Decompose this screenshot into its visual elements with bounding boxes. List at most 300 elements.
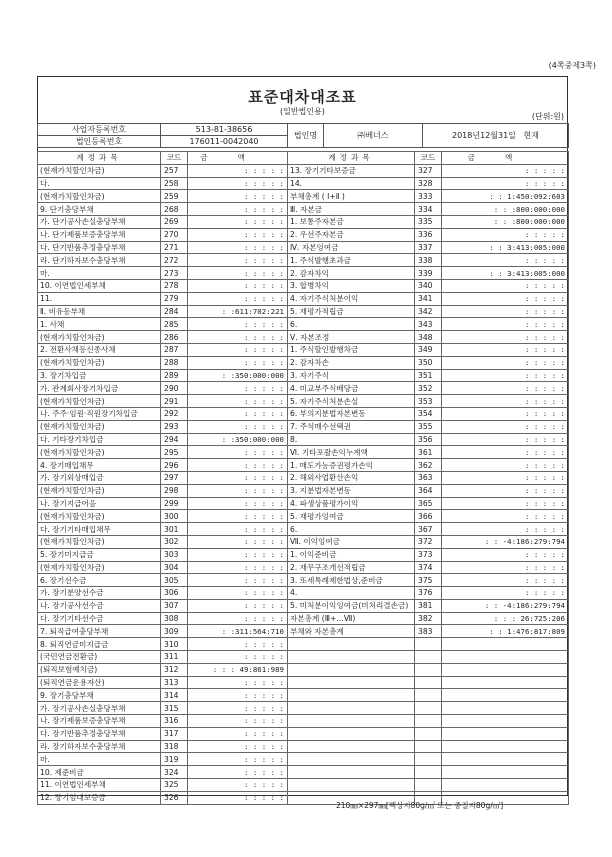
- right-account-code: 348: [415, 331, 442, 344]
- left-account-name: 가. 단기공사손실충당부채: [38, 215, 161, 228]
- left-account-name: 나. 주주·임원·직원장기차입금: [38, 407, 161, 420]
- table-row: [38, 702, 569, 715]
- right-account-code: 352: [415, 382, 442, 395]
- right-account-code: [415, 766, 442, 779]
- table-row: [38, 587, 569, 600]
- left-account-code: 325: [161, 779, 188, 792]
- right-account-code: 342: [415, 305, 442, 318]
- left-account-name: 8. 퇴직연금미지급금: [38, 638, 161, 651]
- left-account-code: 311: [161, 651, 188, 664]
- left-account-name: 라. 장기하자보수충당부채: [38, 740, 161, 753]
- left-account-code: 313: [161, 676, 188, 689]
- left-account-code: 271: [161, 241, 188, 254]
- left-account-name: (현재가치할인차금): [38, 446, 161, 459]
- right-account-name: 부채와 자본총계: [288, 625, 415, 638]
- right-account-code: [415, 740, 442, 753]
- left-account-name: 다. 단기반품추정충당부채: [38, 241, 161, 254]
- left-account-code: 304: [161, 561, 188, 574]
- right-account-amount: : : : : :: [442, 343, 569, 356]
- table-row: [38, 382, 569, 395]
- left-account-name: 10. 이연법인세부채: [38, 279, 161, 292]
- table-row: [38, 779, 569, 792]
- right-account-name: 5. 재평가잉여금: [288, 510, 415, 523]
- right-account-amount: : : : : :: [442, 318, 569, 331]
- left-account-amount: : : : : :: [188, 164, 288, 177]
- right-account-amount: : : : : :: [442, 279, 569, 292]
- left-account-name: 다. 장기반품추정충당부채: [38, 727, 161, 740]
- left-account-amount: : : : : :: [188, 510, 288, 523]
- table-row: [38, 343, 569, 356]
- left-account-code: 305: [161, 574, 188, 587]
- right-account-code: 363: [415, 471, 442, 484]
- right-account-amount: : : -4:186:279:794: [442, 599, 569, 612]
- right-account-code: 367: [415, 523, 442, 536]
- left-account-amount: : : : : :: [188, 715, 288, 728]
- right-account-code: 339: [415, 267, 442, 280]
- right-account-name: Ⅳ. 자본잉여금: [288, 241, 415, 254]
- right-account-code: [415, 651, 442, 664]
- table-row: [38, 497, 569, 510]
- right-account-code: 343: [415, 318, 442, 331]
- right-account-code: [415, 638, 442, 651]
- left-account-amount: : : : : :: [188, 254, 288, 267]
- right-account-name: 1. 보통주자본금: [288, 215, 415, 228]
- document-title: 표준대차대조표: [248, 88, 357, 106]
- corp-name-label: 법인명: [288, 124, 324, 148]
- table-row: [38, 215, 569, 228]
- table-row: [38, 484, 569, 497]
- left-account-amount: : : : : :: [188, 177, 288, 190]
- table-row: [38, 203, 569, 216]
- left-account-amount: : : : : :: [188, 331, 288, 344]
- right-account-name: 3. 자기주식: [288, 369, 415, 382]
- right-account-code: 341: [415, 292, 442, 305]
- left-account-code: 270: [161, 228, 188, 241]
- left-account-code: 288: [161, 356, 188, 369]
- header-amount-right: 금액: [442, 152, 569, 165]
- left-account-amount: : :350:000:000: [188, 369, 288, 382]
- left-account-amount: : :311:564:710: [188, 625, 288, 638]
- right-account-code: 366: [415, 510, 442, 523]
- table-row: [38, 561, 569, 574]
- left-account-name: (현재가치할인차금): [38, 535, 161, 548]
- table-row: [38, 433, 569, 446]
- table-row: [38, 535, 569, 548]
- right-account-name: 2. 감자차손: [288, 356, 415, 369]
- right-account-amount: : : : : :: [442, 382, 569, 395]
- table-row: [38, 279, 569, 292]
- table-row: [38, 228, 569, 241]
- left-account-name: (현재가치할인차금): [38, 164, 161, 177]
- left-account-name: 가. 장기외상매입금: [38, 471, 161, 484]
- right-account-amount: : : : : :: [442, 459, 569, 472]
- left-account-code: 290: [161, 382, 188, 395]
- right-account-name: 5. 자기주식처분손실: [288, 395, 415, 408]
- right-account-amount: [442, 676, 569, 689]
- right-account-code: 335: [415, 215, 442, 228]
- table-row: [38, 164, 569, 177]
- table-row: [38, 689, 569, 702]
- table-row: [38, 663, 569, 676]
- right-account-name: [288, 702, 415, 715]
- paper-spec-footer: 210㎜×297㎜[백상지80g/㎡ 또는 중질지80g/㎡]: [336, 801, 504, 810]
- date-value: 2018년12월31일: [451, 131, 516, 140]
- reg-no-value: 513-81-38656: [161, 124, 288, 136]
- left-account-code: 257: [161, 164, 188, 177]
- left-account-amount: : : : : :: [188, 523, 288, 536]
- right-account-code: 340: [415, 279, 442, 292]
- left-account-amount: : : : : :: [188, 382, 288, 395]
- left-account-name: (현재가치할인차금): [38, 484, 161, 497]
- right-account-name: 1. 매도가능증권평가손익: [288, 459, 415, 472]
- right-account-name: 1. 주식발행초과금: [288, 254, 415, 267]
- right-account-name: 2. 우선주자본금: [288, 228, 415, 241]
- left-account-code: 259: [161, 190, 188, 203]
- right-account-name: 1. 주식할인발행차금: [288, 343, 415, 356]
- right-account-amount: : : 3:413:005:000: [442, 267, 569, 280]
- left-account-code: 301: [161, 523, 188, 536]
- right-account-name: Ⅴ. 자본조정: [288, 331, 415, 344]
- table-row: [38, 459, 569, 472]
- left-account-amount: : :350:000:000: [188, 433, 288, 446]
- right-account-amount: : : : : :: [442, 510, 569, 523]
- left-account-name: (현재가치할인차금): [38, 561, 161, 574]
- left-account-amount: : : : : :: [188, 779, 288, 792]
- left-account-name: 나. 장기공사선수금: [38, 599, 161, 612]
- left-account-amount: : :611:702:221: [188, 305, 288, 318]
- right-account-code: 375: [415, 574, 442, 587]
- left-account-code: 300: [161, 510, 188, 523]
- right-account-amount: : : :800:000:000: [442, 203, 569, 216]
- table-row: [38, 254, 569, 267]
- right-account-name: Ⅵ. 기타포괄손익누계액: [288, 446, 415, 459]
- left-account-name: 7. 퇴직급여충당부채: [38, 625, 161, 638]
- left-account-name: (현재가치할인차금): [38, 356, 161, 369]
- right-account-code: [415, 779, 442, 792]
- left-account-code: 289: [161, 369, 188, 382]
- right-account-amount: : : -4:186:279:794: [442, 535, 569, 548]
- right-account-amount: [442, 663, 569, 676]
- right-account-amount: : : : : :: [442, 497, 569, 510]
- right-account-amount: [442, 702, 569, 715]
- right-account-code: 333: [415, 190, 442, 203]
- right-account-code: 373: [415, 548, 442, 561]
- right-account-amount: : : : : :: [442, 433, 569, 446]
- right-account-amount: : : 1:450:092:603: [442, 190, 569, 203]
- right-account-code: 365: [415, 497, 442, 510]
- left-account-name: 10. 제준비금: [38, 766, 161, 779]
- header-amount: 금액: [188, 152, 288, 165]
- right-account-code: 349: [415, 343, 442, 356]
- left-account-amount: : : : : :: [188, 356, 288, 369]
- right-account-amount: : : : 26:725:206: [442, 612, 569, 625]
- left-account-amount: : : : : :: [188, 241, 288, 254]
- table-row: [38, 715, 569, 728]
- right-account-name: 5. 미처분이익잉여금(미처리결손금): [288, 599, 415, 612]
- right-account-amount: : : : : :: [442, 484, 569, 497]
- right-account-code: 354: [415, 407, 442, 420]
- left-account-code: 284: [161, 305, 188, 318]
- right-account-name: 13. 장기기타보증금: [288, 164, 415, 177]
- right-account-name: [288, 651, 415, 664]
- right-account-amount: : : : : :: [442, 471, 569, 484]
- table-row: [38, 241, 569, 254]
- left-account-amount: : : : : :: [188, 318, 288, 331]
- left-account-code: 296: [161, 459, 188, 472]
- right-account-name: 2. 감자차익: [288, 267, 415, 280]
- left-account-code: 303: [161, 548, 188, 561]
- right-account-code: [415, 689, 442, 702]
- right-account-amount: : : : : :: [442, 446, 569, 459]
- right-account-name: 4. 미교부주식배당금: [288, 382, 415, 395]
- right-account-amount: [442, 766, 569, 779]
- left-account-name: Ⅱ. 비유동부채: [38, 305, 161, 318]
- right-account-amount: : : :800:000:000: [442, 215, 569, 228]
- right-account-code: 350: [415, 356, 442, 369]
- left-account-amount: : : : : :: [188, 267, 288, 280]
- left-account-amount: : : : : :: [188, 407, 288, 420]
- table-row: [38, 625, 569, 638]
- left-account-name: 12. 장기임대보증금: [38, 791, 161, 804]
- left-account-amount: : : : : :: [188, 420, 288, 433]
- left-account-amount: : : : : :: [188, 471, 288, 484]
- balance-sheet-table: [37, 151, 569, 805]
- right-account-amount: : : : : :: [442, 587, 569, 600]
- left-account-name: (현재가치할인차금): [38, 331, 161, 344]
- right-account-amount: : : : : :: [442, 523, 569, 536]
- document-subtitle: (일반법인용): [280, 107, 325, 116]
- right-account-name: 자본총계 (Ⅲ+…Ⅶ): [288, 612, 415, 625]
- corp-reg-no-label: 법인등록번호: [38, 136, 161, 148]
- right-account-name: [288, 779, 415, 792]
- right-account-amount: [442, 689, 569, 702]
- right-account-code: 376: [415, 587, 442, 600]
- right-account-code: 374: [415, 561, 442, 574]
- left-account-amount: : : : : :: [188, 497, 288, 510]
- left-account-code: 286: [161, 331, 188, 344]
- left-account-amount: : : : : :: [188, 651, 288, 664]
- left-account-code: 316: [161, 715, 188, 728]
- right-account-amount: : : : : :: [442, 164, 569, 177]
- left-account-amount: : : : : :: [188, 343, 288, 356]
- header-item-right: 계정과목: [288, 152, 415, 165]
- right-account-name: 6.: [288, 523, 415, 536]
- left-account-amount: : : : : :: [188, 228, 288, 241]
- left-account-name: 마.: [38, 753, 161, 766]
- left-account-code: 272: [161, 254, 188, 267]
- right-account-name: 4.: [288, 587, 415, 600]
- right-account-name: 4. 파생상품평가이익: [288, 497, 415, 510]
- left-account-code: 314: [161, 689, 188, 702]
- unit-label: (단위:원): [531, 112, 564, 121]
- left-account-code: 278: [161, 279, 188, 292]
- left-account-code: 269: [161, 215, 188, 228]
- right-account-code: 361: [415, 446, 442, 459]
- left-account-code: 312: [161, 663, 188, 676]
- right-account-amount: : : : : :: [442, 177, 569, 190]
- right-account-name: 14.: [288, 177, 415, 190]
- left-account-code: 309: [161, 625, 188, 638]
- table-row: [38, 766, 569, 779]
- right-account-code: [415, 663, 442, 676]
- left-account-amount: : : : : :: [188, 459, 288, 472]
- right-account-code: 353: [415, 395, 442, 408]
- left-account-code: 308: [161, 612, 188, 625]
- left-account-code: 268: [161, 203, 188, 216]
- left-account-name: 6. 장기선수금: [38, 574, 161, 587]
- header-code-right: 코드: [415, 152, 442, 165]
- left-account-name: 마.: [38, 267, 161, 280]
- left-account-code: 293: [161, 420, 188, 433]
- left-account-code: 324: [161, 766, 188, 779]
- right-account-code: 336: [415, 228, 442, 241]
- corp-reg-no-value: 176011-0042040: [161, 136, 288, 148]
- table-row: [38, 523, 569, 536]
- table-row: [38, 356, 569, 369]
- table-row: [38, 753, 569, 766]
- right-account-amount: [442, 638, 569, 651]
- right-account-amount: [442, 753, 569, 766]
- right-account-code: 382: [415, 612, 442, 625]
- left-account-name: 5. 장기미지급금: [38, 548, 161, 561]
- left-account-name: 다. 기타장기차입금: [38, 433, 161, 446]
- right-account-code: 334: [415, 203, 442, 216]
- right-account-name: [288, 638, 415, 651]
- right-account-amount: [442, 715, 569, 728]
- right-account-name: 6. 부의지분법자본변동: [288, 407, 415, 420]
- right-account-amount: : : : : :: [442, 305, 569, 318]
- right-account-name: Ⅲ. 자본금: [288, 203, 415, 216]
- left-account-code: 291: [161, 395, 188, 408]
- right-account-name: [288, 753, 415, 766]
- right-account-amount: : : : : :: [442, 254, 569, 267]
- left-account-amount: : : : 49:861:989: [188, 663, 288, 676]
- left-account-amount: : : : : :: [188, 574, 288, 587]
- left-account-name: (퇴직연금운용자산): [38, 676, 161, 689]
- header-item: 계정과목: [38, 152, 161, 165]
- right-account-amount: : : : : :: [442, 331, 569, 344]
- right-account-code: 362: [415, 459, 442, 472]
- left-account-code: 326: [161, 791, 188, 804]
- table-row: [38, 599, 569, 612]
- left-account-name: 나. 장기지급어음: [38, 497, 161, 510]
- right-account-code: [415, 715, 442, 728]
- right-account-code: [415, 676, 442, 689]
- right-account-amount: [442, 651, 569, 664]
- left-account-amount: : : : : :: [188, 587, 288, 600]
- right-account-name: 6.: [288, 318, 415, 331]
- table-row: [38, 407, 569, 420]
- right-account-amount: : : : : :: [442, 407, 569, 420]
- table-row: [38, 446, 569, 459]
- left-account-amount: : : : : :: [188, 689, 288, 702]
- left-account-code: 315: [161, 702, 188, 715]
- left-account-code: 292: [161, 407, 188, 420]
- right-account-code: 356: [415, 433, 442, 446]
- left-account-name: 다. 장기기타선수금: [38, 612, 161, 625]
- right-account-amount: : : : : :: [442, 395, 569, 408]
- table-row: [38, 638, 569, 651]
- left-account-name: 가. 장기분양선수금: [38, 587, 161, 600]
- right-account-name: [288, 663, 415, 676]
- table-row: [38, 331, 569, 344]
- right-account-amount: : : : : :: [442, 574, 569, 587]
- left-account-code: 258: [161, 177, 188, 190]
- right-account-name: [288, 689, 415, 702]
- left-account-name: 가. 관계회사장기차입금: [38, 382, 161, 395]
- right-account-amount: : : : : :: [442, 292, 569, 305]
- table-row: [38, 292, 569, 305]
- table-row: [38, 369, 569, 382]
- left-account-name: 1. 사채: [38, 318, 161, 331]
- left-account-code: 273: [161, 267, 188, 280]
- right-account-amount: [442, 740, 569, 753]
- left-account-name: 다.: [38, 177, 161, 190]
- table-row: [38, 574, 569, 587]
- left-account-amount: : : : : :: [188, 446, 288, 459]
- left-account-amount: : : : : :: [188, 535, 288, 548]
- right-account-name: [288, 766, 415, 779]
- left-account-name: 11.: [38, 292, 161, 305]
- right-account-amount: : : 1:476:817:809: [442, 625, 569, 638]
- left-account-name: (국민연금전환금): [38, 651, 161, 664]
- table-row: [38, 420, 569, 433]
- reg-no-label: 사업자등록번호: [38, 124, 161, 136]
- right-account-code: 364: [415, 484, 442, 497]
- left-account-amount: : : : : :: [188, 548, 288, 561]
- table-row: [38, 305, 569, 318]
- right-account-name: 3. 지분법자본변동: [288, 484, 415, 497]
- left-account-amount: : : : : :: [188, 203, 288, 216]
- right-account-name: 3. 합병차익: [288, 279, 415, 292]
- left-account-amount: : : : : :: [188, 279, 288, 292]
- left-account-name: 9. 장기충당부채: [38, 689, 161, 702]
- left-account-amount: : : : : :: [188, 740, 288, 753]
- left-account-code: 317: [161, 727, 188, 740]
- right-account-amount: : : 3:413:005:000: [442, 241, 569, 254]
- left-account-name: (현재가치할인차금): [38, 510, 161, 523]
- left-account-name: 2. 전환사채등신종사채: [38, 343, 161, 356]
- right-account-code: 337: [415, 241, 442, 254]
- right-account-name: 부채총계 ( Ⅰ+Ⅱ ): [288, 190, 415, 203]
- left-account-name: 다. 장기기타매입채무: [38, 523, 161, 536]
- left-account-name: (현재가치할인차금): [38, 190, 161, 203]
- right-account-name: 3. 또세특례제한법상,준비금: [288, 574, 415, 587]
- right-account-amount: : : : : :: [442, 561, 569, 574]
- table-row: [38, 267, 569, 280]
- left-account-name: 11. 이연법인세부채: [38, 779, 161, 792]
- left-account-name: (현재가치할인차금): [38, 395, 161, 408]
- right-account-code: [415, 702, 442, 715]
- left-account-amount: : : : : :: [188, 561, 288, 574]
- table-row: [38, 651, 569, 664]
- left-account-code: 298: [161, 484, 188, 497]
- right-account-amount: : : : : :: [442, 369, 569, 382]
- left-account-amount: : : : : :: [188, 292, 288, 305]
- left-account-code: 307: [161, 599, 188, 612]
- left-account-amount: : : : : :: [188, 766, 288, 779]
- right-account-amount: : : : : :: [442, 228, 569, 241]
- table-row: [38, 740, 569, 753]
- right-account-name: 2. 재무구조개선적립금: [288, 561, 415, 574]
- left-account-amount: : : : : :: [188, 727, 288, 740]
- left-account-name: (퇴직보험예치금): [38, 663, 161, 676]
- left-account-name: 가. 장기공사손실충당부채: [38, 702, 161, 715]
- right-account-name: [288, 740, 415, 753]
- left-account-amount: : : : : :: [188, 676, 288, 689]
- right-account-name: 2. 해외사업환산손익: [288, 471, 415, 484]
- left-account-code: 299: [161, 497, 188, 510]
